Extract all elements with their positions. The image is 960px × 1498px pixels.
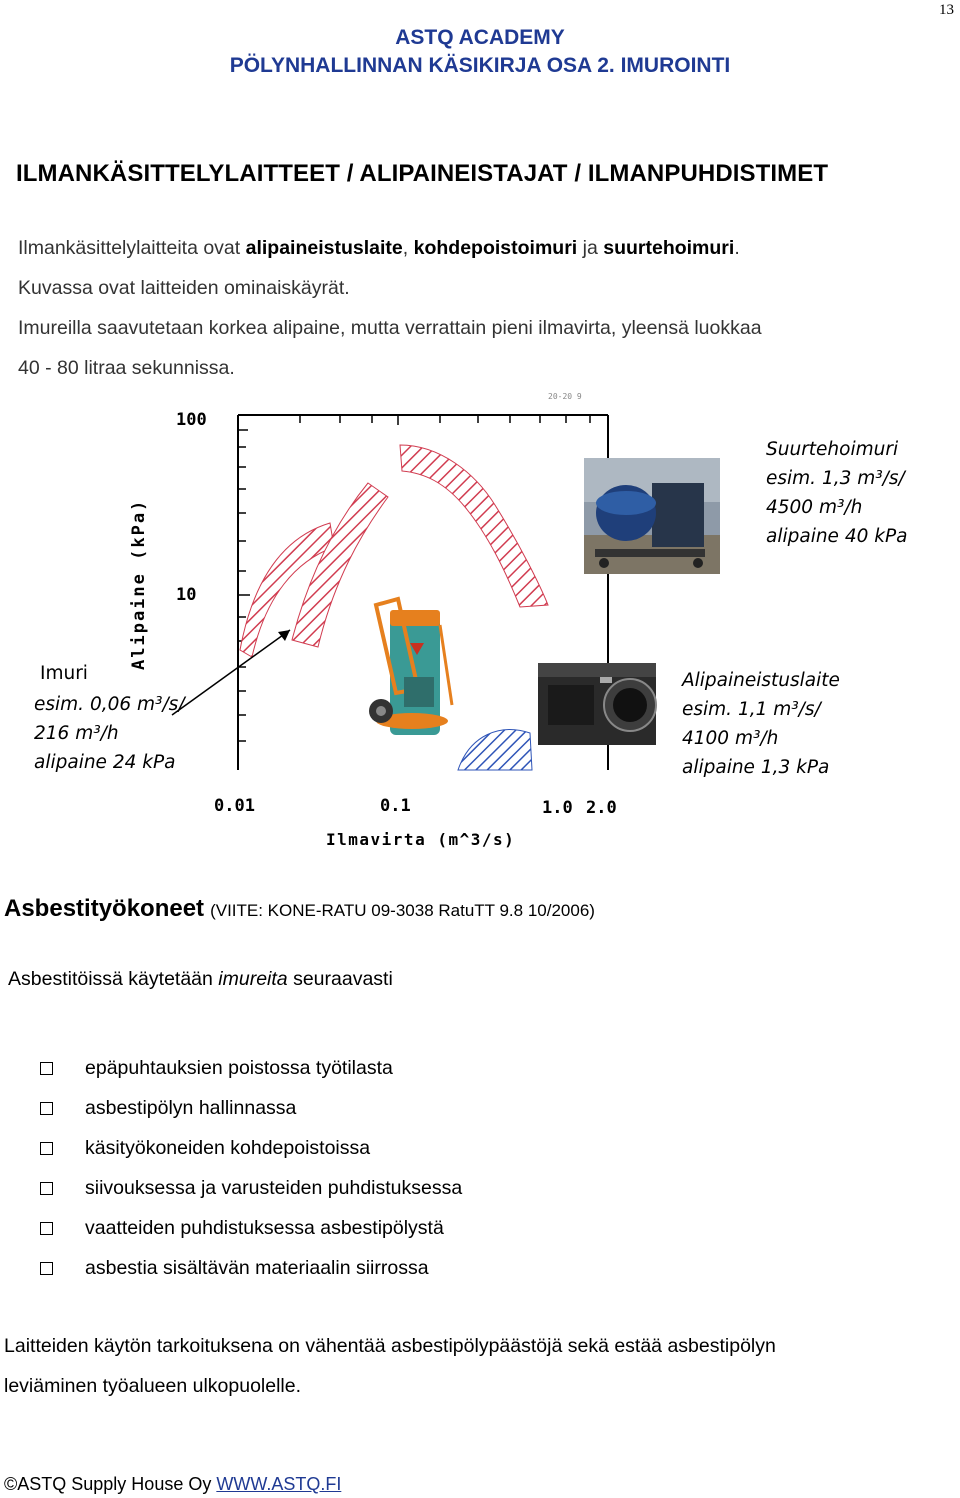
alipaineistuslaite-title: Alipaineistuslaite bbox=[682, 670, 840, 691]
footer bbox=[4, 1474, 341, 1495]
intro-line-2: Kuvassa ovat laitteiden ominaiskäyrät. bbox=[18, 277, 350, 299]
high-power-vacuum-region bbox=[400, 445, 548, 607]
list-item bbox=[40, 1048, 462, 1088]
header-handbook-title: PÖLYNHALLINNAN KÄSIKIRJA OSA 2. IMUROINTI bbox=[229, 54, 731, 77]
x-tick-label: 0.1 bbox=[380, 796, 411, 816]
intro-sep: ja bbox=[577, 237, 604, 259]
checkbox-bullet-icon bbox=[40, 1102, 53, 1115]
list-item-text: asbestia sisältävän materiaalin siirrossa bbox=[85, 1256, 429, 1279]
suurtehoimuri-illustration bbox=[584, 458, 720, 574]
list-item-text: asbestipölyn hallinnassa bbox=[85, 1096, 297, 1119]
page-number: 13 bbox=[939, 2, 954, 18]
device-suurtehoimuri: suurtehoimuri bbox=[603, 237, 735, 259]
suurtehoimuri-pressure: alipaine 40 kPa bbox=[766, 526, 908, 547]
list-item bbox=[40, 1128, 462, 1168]
header-academy: ASTQ ACADEMY bbox=[395, 26, 565, 49]
checkbox-bullet-icon bbox=[40, 1262, 53, 1275]
list-item-text: vaatteiden puhdistuksessa asbestipölystä bbox=[85, 1216, 444, 1239]
usage-text: seuraavasti bbox=[287, 968, 393, 990]
list-item-text: käsityökoneiden kohdepoistoissa bbox=[85, 1136, 371, 1159]
device-alipaineistuslaite: alipaineistuslaite bbox=[245, 237, 403, 259]
imuri-illustration bbox=[369, 599, 452, 735]
suurtehoimuri-label bbox=[766, 439, 911, 547]
vacuum-region bbox=[292, 483, 388, 647]
x-axis-label: Ilmavirta (m^3/s) bbox=[326, 830, 516, 849]
suurtehoimuri-flow: esim. 1,3 m³/s/ bbox=[766, 468, 905, 489]
section-reference: (VIITE: KONE-RATU 09-3038 RatuTT 9.8 10/2006) bbox=[210, 901, 595, 920]
list-item-text: epäpuhtauksien poistossa työtilasta bbox=[85, 1056, 393, 1079]
section-title: Asbestityökoneet bbox=[4, 895, 205, 922]
x-tick-label: 0.01 bbox=[214, 796, 255, 816]
purpose-line-1: Laitteiden käytön tarkoituksena on vähentää asbestipölypäästöjä sekä estää asbestipölyn bbox=[4, 1335, 776, 1357]
characteristic-curves-figure bbox=[0, 385, 960, 885]
section-heading: ILMANKÄSITTELYLAITTEET / ALIPAINEISTAJAT / ILMANPUHDISTIMET bbox=[16, 160, 829, 187]
imuri-title: Imuri bbox=[40, 663, 88, 684]
y-axis-label: Alipaine (kPa) bbox=[129, 498, 149, 670]
checkbox-bullet-icon bbox=[40, 1182, 53, 1195]
x-tick-label: 1.0 bbox=[542, 798, 573, 818]
intro-paragraph bbox=[18, 228, 948, 388]
usage-text: Asbestitöissä käytetään bbox=[8, 968, 219, 990]
alipaineistuslaite-pressure: alipaine 1,3 kPa bbox=[682, 757, 830, 778]
y-axis-ticks bbox=[238, 430, 250, 741]
device-kohdepoistoimuri: kohdepoistoimuri bbox=[413, 237, 578, 259]
asbestos-tools-heading bbox=[4, 895, 595, 923]
figure-stamp: 20-20 9 bbox=[548, 392, 582, 401]
intro-text: Ilmankäsittelylaitteita ovat bbox=[18, 237, 246, 259]
imuri-flow: esim. 0,06 m³/s/ bbox=[34, 694, 185, 715]
list-item bbox=[40, 1248, 462, 1288]
alipaineistuslaite-flow: esim. 1,1 m³/s/ bbox=[682, 699, 821, 720]
intro-sep: . bbox=[734, 237, 740, 259]
air-scrubber-region bbox=[458, 730, 532, 770]
list-item bbox=[40, 1168, 462, 1208]
alipaineistuslaite-hourly: 4100 m³/h bbox=[682, 728, 779, 749]
alipaineistuslaite-illustration bbox=[538, 663, 656, 745]
list-item bbox=[40, 1208, 462, 1248]
footer-website-link[interactable]: WWW.ASTQ.FI bbox=[216, 1474, 342, 1494]
purpose-paragraph bbox=[4, 1326, 954, 1406]
suurtehoimuri-title: Suurtehoimuri bbox=[766, 439, 899, 460]
x-tick-label: 2.0 bbox=[586, 798, 617, 818]
intro-sep: , bbox=[402, 237, 414, 259]
suurtehoimuri-hourly: 4500 m³/h bbox=[766, 497, 863, 518]
usage-emphasis: imureita bbox=[218, 968, 288, 990]
intro-line-1 bbox=[18, 228, 948, 268]
checkbox-bullet-icon bbox=[40, 1142, 53, 1155]
intro-line-4: 40 - 80 litraa sekunnissa. bbox=[18, 357, 235, 379]
usage-list bbox=[40, 1048, 462, 1288]
intro-line-3: Imureilla saavutetaan korkea alipaine, mutta verrattain pieni ilmavirta, yleensä luokkaa bbox=[18, 317, 762, 339]
alipaineistuslaite-label bbox=[681, 670, 846, 778]
y-tick-label: 100 bbox=[176, 410, 207, 430]
x-axis-ticks bbox=[300, 415, 590, 425]
imuri-label bbox=[34, 694, 190, 773]
footer-copyright: ©ASTQ Supply House Oy bbox=[4, 1474, 217, 1494]
imuri-pressure: alipaine 24 kPa bbox=[34, 752, 176, 773]
list-item-text: siivouksessa ja varusteiden puhdistuksessa bbox=[85, 1176, 463, 1199]
list-item bbox=[40, 1088, 462, 1128]
imuri-hourly: 216 m³/h bbox=[34, 723, 119, 744]
usage-intro bbox=[8, 968, 393, 991]
y-tick-label: 10 bbox=[176, 585, 197, 605]
purpose-line-2: leviäminen työalueen ulkopuolelle. bbox=[4, 1375, 302, 1397]
checkbox-bullet-icon bbox=[40, 1222, 53, 1235]
checkbox-bullet-icon bbox=[40, 1062, 53, 1075]
arrow-head bbox=[278, 630, 290, 641]
